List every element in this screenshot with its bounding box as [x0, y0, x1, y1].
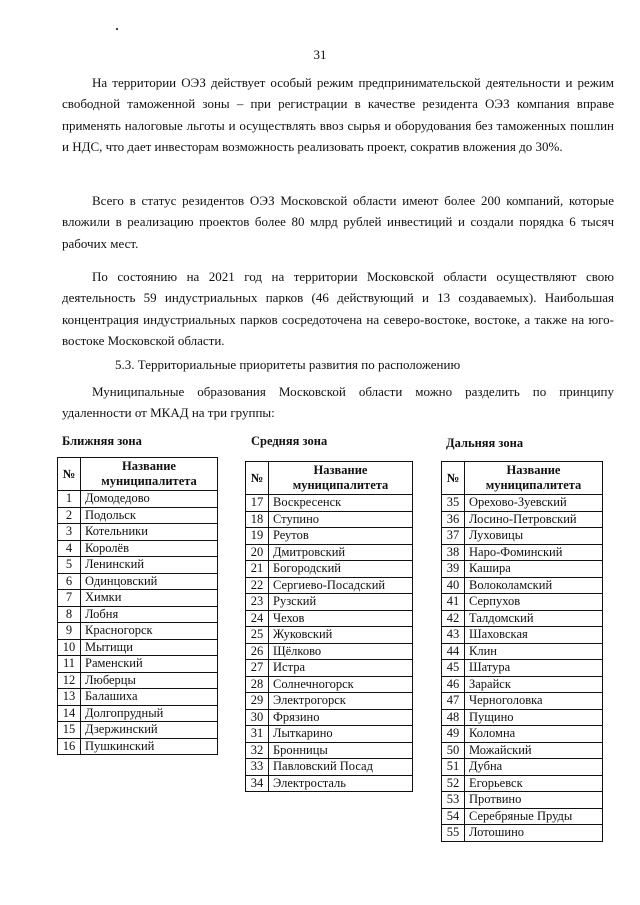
zone-table-middle — [245, 461, 413, 792]
row-number: 3 — [58, 524, 81, 541]
row-number: 11 — [58, 656, 81, 673]
table-row — [442, 825, 603, 842]
table-row — [442, 610, 603, 627]
table-row — [246, 627, 413, 644]
row-number: 6 — [58, 573, 81, 590]
table-row — [442, 693, 603, 710]
municipality-name: Домодедово — [81, 491, 218, 508]
municipality-name: Котельники — [81, 524, 218, 541]
municipality-name: Жуковский — [269, 627, 413, 644]
municipality-name: Королёв — [81, 540, 218, 557]
header-name-line2: муниципалитета — [292, 478, 389, 492]
row-number: 20 — [246, 544, 269, 561]
table-row — [442, 726, 603, 743]
table-row — [246, 726, 413, 743]
table-row — [58, 705, 218, 722]
table-header-row — [442, 462, 603, 495]
header-num: № — [58, 458, 81, 491]
row-number: 8 — [58, 606, 81, 623]
municipality-name: Клин — [465, 643, 603, 660]
row-number: 25 — [246, 627, 269, 644]
table-row — [442, 594, 603, 611]
zone-rows-far — [442, 495, 603, 842]
municipality-name: Долгопрудный — [81, 705, 218, 722]
row-number: 44 — [442, 643, 465, 660]
row-number: 10 — [58, 639, 81, 656]
table-row — [246, 594, 413, 611]
row-number: 33 — [246, 759, 269, 776]
table-row — [442, 676, 603, 693]
row-number: 18 — [246, 511, 269, 528]
table-row — [58, 590, 218, 607]
row-number: 2 — [58, 507, 81, 524]
row-number: 48 — [442, 709, 465, 726]
table-row — [442, 709, 603, 726]
row-number: 15 — [58, 722, 81, 739]
table-row — [442, 577, 603, 594]
municipality-name: Богородский — [269, 561, 413, 578]
header-name-line1: Название — [506, 463, 561, 477]
row-number: 49 — [442, 726, 465, 743]
table-row — [58, 540, 218, 557]
table-header-row — [58, 458, 218, 491]
table-row — [58, 507, 218, 524]
row-number: 52 — [442, 775, 465, 792]
table-row — [246, 610, 413, 627]
zone-rows-near — [58, 491, 218, 755]
municipality-name: Пущино — [465, 709, 603, 726]
municipality-name: Наро-Фоминский — [465, 544, 603, 561]
municipality-name: Павловский Посад — [269, 759, 413, 776]
municipality-name: Балашиха — [81, 689, 218, 706]
municipality-name: Дмитровский — [269, 544, 413, 561]
header-num: № — [246, 462, 269, 495]
table-row — [246, 709, 413, 726]
municipality-name: Фрязино — [269, 709, 413, 726]
table-row — [442, 627, 603, 644]
row-number: 21 — [246, 561, 269, 578]
header-name-line1: Название — [122, 459, 176, 473]
table-row — [246, 759, 413, 776]
municipality-name: Пушкинский — [81, 738, 218, 755]
header-num: № — [442, 462, 465, 495]
table-row — [246, 495, 413, 512]
municipality-name: Протвино — [465, 792, 603, 809]
municipality-name: Люберцы — [81, 672, 218, 689]
municipality-name: Дзержинский — [81, 722, 218, 739]
header-name — [465, 462, 603, 495]
zone-title-near: Ближняя зона — [62, 434, 142, 448]
scan-speck — [116, 28, 118, 30]
municipality-name: Рузский — [269, 594, 413, 611]
municipality-name: Черноголовка — [465, 693, 603, 710]
table-row — [442, 544, 603, 561]
row-number: 1 — [58, 491, 81, 508]
row-number: 40 — [442, 577, 465, 594]
municipality-name: Лобня — [81, 606, 218, 623]
municipality-name: Чехов — [269, 610, 413, 627]
municipality-name: Егорьевск — [465, 775, 603, 792]
paragraph-oez-residents: Всего в статус резидентов ОЭЗ Московской области имеют более 200 компаний, которые вложили в реализацию проектов более 80 млрд рублей инвестиций и создали порядка 6 тысяч рабочих мест. — [62, 193, 614, 251]
table-row — [442, 643, 603, 660]
municipality-name: Серпухов — [465, 594, 603, 611]
table-row — [246, 544, 413, 561]
header-name-line2: муниципалитета — [101, 474, 197, 488]
municipality-name: Орехово-Зуевский — [465, 495, 603, 512]
municipality-name: Воскресенск — [269, 495, 413, 512]
municipality-name: Лыткарино — [269, 726, 413, 743]
municipality-name: Шатура — [465, 660, 603, 677]
table-row — [246, 643, 413, 660]
table-row — [246, 561, 413, 578]
row-number: 5 — [58, 557, 81, 574]
paragraph-industrial-parks: По состоянию на 2021 год на территории Московской области осуществляют свою деятельность 59 индустриальных парков (46 действующий и 13 создаваемых). Наибольшая концентрация индустриальных парков сосредоточена на северо-востоке, востоке, а также на юго-востоке Московской области. — [62, 269, 614, 349]
table-row — [246, 693, 413, 710]
municipality-name: Талдомский — [465, 610, 603, 627]
row-number: 34 — [246, 775, 269, 792]
row-number: 19 — [246, 528, 269, 545]
row-number: 22 — [246, 577, 269, 594]
table-row — [442, 511, 603, 528]
municipality-name: Сергиево-Посадский — [269, 577, 413, 594]
table-row — [442, 808, 603, 825]
municipality-name: Бронницы — [269, 742, 413, 759]
table-row — [442, 792, 603, 809]
row-number: 26 — [246, 643, 269, 660]
row-number: 13 — [58, 689, 81, 706]
table-header-row — [246, 462, 413, 495]
table-row — [442, 561, 603, 578]
municipality-name: Электросталь — [269, 775, 413, 792]
row-number: 55 — [442, 825, 465, 842]
row-number: 36 — [442, 511, 465, 528]
table-row — [58, 524, 218, 541]
municipality-name: Мытищи — [81, 639, 218, 656]
row-number: 45 — [442, 660, 465, 677]
row-number: 31 — [246, 726, 269, 743]
zone-title-far: Дальняя зона — [446, 436, 524, 450]
row-number: 35 — [442, 495, 465, 512]
row-number: 7 — [58, 590, 81, 607]
municipality-name: Электрогорск — [269, 693, 413, 710]
municipality-name: Дубна — [465, 759, 603, 776]
table-row — [246, 511, 413, 528]
row-number: 54 — [442, 808, 465, 825]
row-number: 50 — [442, 742, 465, 759]
municipality-name: Лосино-Петровский — [465, 511, 603, 528]
municipality-name: Ленинский — [81, 557, 218, 574]
municipality-name: Одинцовский — [81, 573, 218, 590]
row-number: 28 — [246, 676, 269, 693]
row-number: 46 — [442, 676, 465, 693]
municipality-name: Можайский — [465, 742, 603, 759]
row-number: 38 — [442, 544, 465, 561]
municipality-name: Подольск — [81, 507, 218, 524]
table-row — [58, 672, 218, 689]
table-row — [58, 623, 218, 640]
row-number: 24 — [246, 610, 269, 627]
table-row — [58, 738, 218, 755]
table-row — [246, 528, 413, 545]
municipality-name: Истра — [269, 660, 413, 677]
municipality-name: Серебряные Пруды — [465, 808, 603, 825]
row-number: 53 — [442, 792, 465, 809]
table-row — [58, 606, 218, 623]
row-number: 43 — [442, 627, 465, 644]
municipality-name: Раменский — [81, 656, 218, 673]
municipality-name: Солнечногорск — [269, 676, 413, 693]
municipality-name: Красногорск — [81, 623, 218, 640]
row-number: 27 — [246, 660, 269, 677]
table-row — [246, 676, 413, 693]
row-number: 51 — [442, 759, 465, 776]
paragraph-oez-regime: На территории ОЭЗ действует особый режим предпринимательской деятельности и режим свободной таможенной зоны – при регистрации в качестве резидента ОЭЗ компания вправе применять налоговые льготы и осуществлять ввоз сырья и оборудования без таможенных пошлин и НДС, что дает инвесторам возможность реализовать проект, сократив вложения до 30%. — [62, 75, 614, 155]
zone-rows-middle — [246, 495, 413, 792]
zone-table-near — [57, 457, 218, 755]
table-row — [442, 742, 603, 759]
municipality-name: Шаховская — [465, 627, 603, 644]
table-row — [58, 491, 218, 508]
municipality-name: Щёлково — [269, 643, 413, 660]
row-number: 41 — [442, 594, 465, 611]
municipality-name: Химки — [81, 590, 218, 607]
table-row — [58, 573, 218, 590]
row-number: 14 — [58, 705, 81, 722]
row-number: 9 — [58, 623, 81, 640]
table-row — [58, 639, 218, 656]
municipality-name: Коломна — [465, 726, 603, 743]
row-number: 16 — [58, 738, 81, 755]
page-number: 31 — [313, 47, 327, 62]
municipality-name: Лотошино — [465, 825, 603, 842]
section-heading: 5.3. Территориальные приоритеты развития по расположению — [115, 357, 461, 372]
row-number: 37 — [442, 528, 465, 545]
table-row — [58, 656, 218, 673]
municipality-name: Луховицы — [465, 528, 603, 545]
row-number: 29 — [246, 693, 269, 710]
municipality-name: Реутов — [269, 528, 413, 545]
table-row — [58, 557, 218, 574]
table-row — [246, 660, 413, 677]
table-row — [442, 759, 603, 776]
row-number: 32 — [246, 742, 269, 759]
header-name — [269, 462, 413, 495]
municipality-name: Волоколамский — [465, 577, 603, 594]
header-name-line1: Название — [313, 463, 368, 477]
row-number: 17 — [246, 495, 269, 512]
row-number: 39 — [442, 561, 465, 578]
municipality-name: Кашира — [465, 561, 603, 578]
row-number: 42 — [442, 610, 465, 627]
table-row — [246, 577, 413, 594]
table-row — [442, 495, 603, 512]
municipality-name: Ступино — [269, 511, 413, 528]
table-row — [58, 689, 218, 706]
municipality-name: Зарайск — [465, 676, 603, 693]
row-number: 47 — [442, 693, 465, 710]
paragraph-zones-intro: Муниципальные образования Московской области можно разделить по принципу удаленности от МКАД на три группы: — [62, 384, 614, 421]
zone-table-far — [441, 461, 603, 842]
table-row — [442, 660, 603, 677]
table-row — [246, 775, 413, 792]
zone-title-middle: Средняя зона — [251, 434, 328, 448]
row-number: 23 — [246, 594, 269, 611]
table-row — [246, 742, 413, 759]
table-row — [58, 722, 218, 739]
row-number: 12 — [58, 672, 81, 689]
header-name — [81, 458, 218, 491]
table-row — [442, 775, 603, 792]
header-name-line2: муниципалитета — [485, 478, 582, 492]
row-number: 4 — [58, 540, 81, 557]
table-row — [442, 528, 603, 545]
row-number: 30 — [246, 709, 269, 726]
